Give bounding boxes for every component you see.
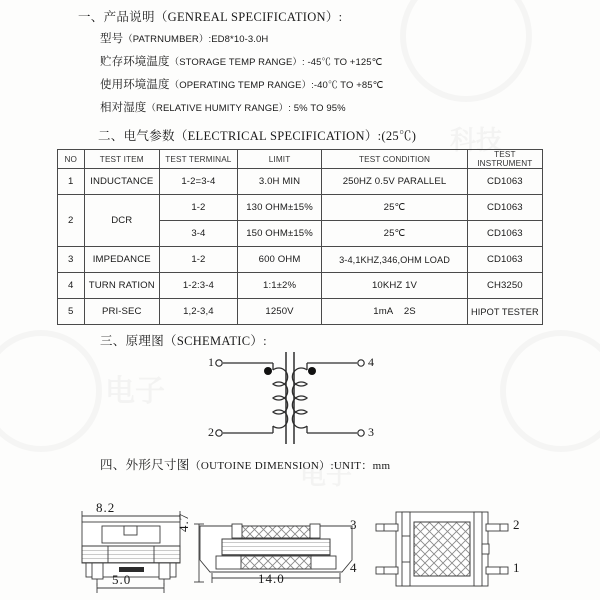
section-title-cn: 产品说明 bbox=[103, 10, 155, 24]
dimension-label-pitch: 5.0 bbox=[112, 572, 132, 587]
table-header-row bbox=[58, 150, 543, 169]
cell-no: 1 bbox=[58, 169, 85, 195]
cell-instrument: CD1063 bbox=[467, 169, 542, 195]
cell-item: IMPEDANCE bbox=[84, 247, 160, 273]
top-view-pin-label-3: 3 bbox=[350, 517, 357, 532]
terminal-node-3 bbox=[358, 430, 364, 436]
cell-instrument: CH3250 bbox=[467, 273, 542, 299]
general-label-cn: 相对湿度 bbox=[100, 102, 147, 114]
section-heading-electrical bbox=[98, 126, 416, 144]
cell-terminal: 1-2 bbox=[160, 195, 238, 221]
cell-instrument: CD1063 bbox=[467, 221, 542, 247]
schematic-terminal-label-3: 3 bbox=[368, 425, 374, 439]
dimension-label-length: 14.0 bbox=[258, 571, 285, 586]
general-value: : 5% TO 95% bbox=[288, 103, 346, 114]
general-line bbox=[100, 76, 383, 92]
table-row bbox=[58, 169, 543, 195]
section-title-cn: 电气参数 bbox=[123, 129, 175, 143]
section-title-cn: 外形尺寸图 bbox=[125, 458, 190, 472]
col-header-condition: TEST CONDITION bbox=[322, 150, 467, 169]
top-view-pin-label-1: 1 bbox=[513, 560, 520, 575]
cell-no: 3 bbox=[58, 247, 85, 273]
schematic-terminal-label-1: 1 bbox=[208, 355, 214, 369]
cell-terminal: 1-2 bbox=[160, 247, 238, 273]
terminal-node-2 bbox=[216, 430, 222, 436]
cell-limit: 600 OHM bbox=[237, 247, 322, 273]
electrical-spec-table bbox=[57, 149, 543, 325]
watermark-text bbox=[105, 366, 165, 410]
transformer-schematic bbox=[185, 348, 415, 448]
section-title-en: （GENREAL SPECIFICATION）: bbox=[154, 10, 343, 24]
general-line bbox=[100, 53, 382, 69]
dimension-label-width: 8.2 bbox=[96, 500, 116, 515]
general-label-en: （STORAGE TEMP RANGE） bbox=[169, 57, 302, 68]
section-title-en: （OUTOINE DIMENSION）:UNIT：mm bbox=[189, 460, 391, 472]
section-heading-schematic bbox=[100, 331, 267, 349]
table-row bbox=[58, 273, 543, 299]
table-row bbox=[58, 247, 543, 273]
section-number: 三、 bbox=[100, 334, 126, 348]
polarity-dot-primary bbox=[264, 367, 272, 375]
dimension-label-height: 4.7 bbox=[176, 512, 191, 532]
cell-condition: 3-4,1KHZ,346,OHM LOAD bbox=[322, 247, 467, 273]
section-heading-general bbox=[78, 7, 342, 25]
top-view-pin-label-4: 4 bbox=[350, 560, 357, 575]
cell-condition: 25℃ bbox=[322, 195, 467, 221]
general-value: :-40℃ TO +85℃ bbox=[311, 80, 384, 91]
general-label-cn: 型号 bbox=[100, 33, 124, 45]
terminal-node-4 bbox=[358, 360, 364, 366]
col-header-no: NO bbox=[58, 150, 85, 169]
cell-item: PRI-SEC bbox=[84, 299, 160, 325]
cell-no: 4 bbox=[58, 273, 85, 299]
col-header-test-item: TEST ITEM bbox=[84, 150, 160, 169]
col-header-limit: LIMIT bbox=[237, 150, 322, 169]
cell-condition: 1mA 2S bbox=[322, 299, 467, 325]
section-title-en: （SCHEMATIC）: bbox=[164, 334, 267, 348]
cell-condition: 25℃ bbox=[322, 221, 467, 247]
general-value: : -45℃ TO +125℃ bbox=[302, 57, 383, 68]
cell-condition: 250HZ 0.5V PARALLEL bbox=[322, 169, 467, 195]
cell-limit: 130 OHM±15% bbox=[237, 195, 322, 221]
general-label-en: （RELATIVE HUMITY RANGE） bbox=[146, 103, 289, 114]
cell-limit: 1250V bbox=[237, 299, 322, 325]
table-row bbox=[58, 299, 543, 325]
section-heading-dimension bbox=[100, 455, 390, 473]
top-view-drawing bbox=[362, 500, 522, 598]
watermark-ring bbox=[400, 0, 532, 102]
cell-terminal: 3-4 bbox=[160, 221, 238, 247]
col-header-instrument: TEST INSTRUMENT bbox=[467, 150, 542, 169]
section-number: 二、 bbox=[98, 129, 124, 143]
top-view-pin-label-2: 2 bbox=[513, 517, 520, 532]
polarity-dot-secondary bbox=[308, 367, 316, 375]
general-line bbox=[100, 99, 346, 115]
cell-terminal: 1-2:3-4 bbox=[160, 273, 238, 299]
section-title-cn: 原理图 bbox=[125, 334, 165, 348]
watermark-ring bbox=[0, 330, 102, 452]
cell-no: 5 bbox=[58, 299, 85, 325]
col-header-terminal: TEST TERMINAL bbox=[160, 150, 238, 169]
general-label-en: （PATRNUMBER） bbox=[123, 34, 209, 45]
section-number: 四、 bbox=[100, 458, 126, 472]
watermark-ring bbox=[500, 330, 600, 452]
schematic-terminal-label-4: 4 bbox=[368, 355, 374, 369]
cell-instrument: CD1063 bbox=[467, 195, 542, 221]
table-row bbox=[58, 195, 543, 221]
general-label-cn: 使用环境温度 bbox=[100, 79, 170, 91]
general-line bbox=[100, 30, 268, 46]
cell-condition: 10KHZ 1V bbox=[322, 273, 467, 299]
cell-item: INDUCTANCE bbox=[84, 169, 160, 195]
section-number: 一、 bbox=[78, 10, 104, 24]
general-value: :ED8*10-3.0H bbox=[208, 34, 269, 45]
general-label-en: （OPERATING TEMP RANGE） bbox=[169, 80, 312, 91]
cell-no: 2 bbox=[58, 195, 85, 247]
terminal-node-1 bbox=[216, 360, 222, 366]
cell-terminal: 1-2=3-4 bbox=[160, 169, 238, 195]
cell-instrument: HIPOT TESTER bbox=[467, 299, 542, 325]
cell-terminal: 1,2-3,4 bbox=[160, 299, 238, 325]
cell-limit: 150 OHM±15% bbox=[237, 221, 322, 247]
cell-instrument: CD1063 bbox=[467, 247, 542, 273]
cell-item: TURN RATION bbox=[84, 273, 160, 299]
schematic-terminal-label-2: 2 bbox=[208, 425, 214, 439]
cell-limit: 3.0H MIN bbox=[237, 169, 322, 195]
cell-item: DCR bbox=[84, 195, 160, 247]
cell-limit: 1:1±2% bbox=[237, 273, 322, 299]
section-title-en: （ELECTRICAL SPECIFICATION）:(25℃) bbox=[174, 129, 417, 143]
general-label-cn: 贮存环境温度 bbox=[100, 56, 170, 68]
